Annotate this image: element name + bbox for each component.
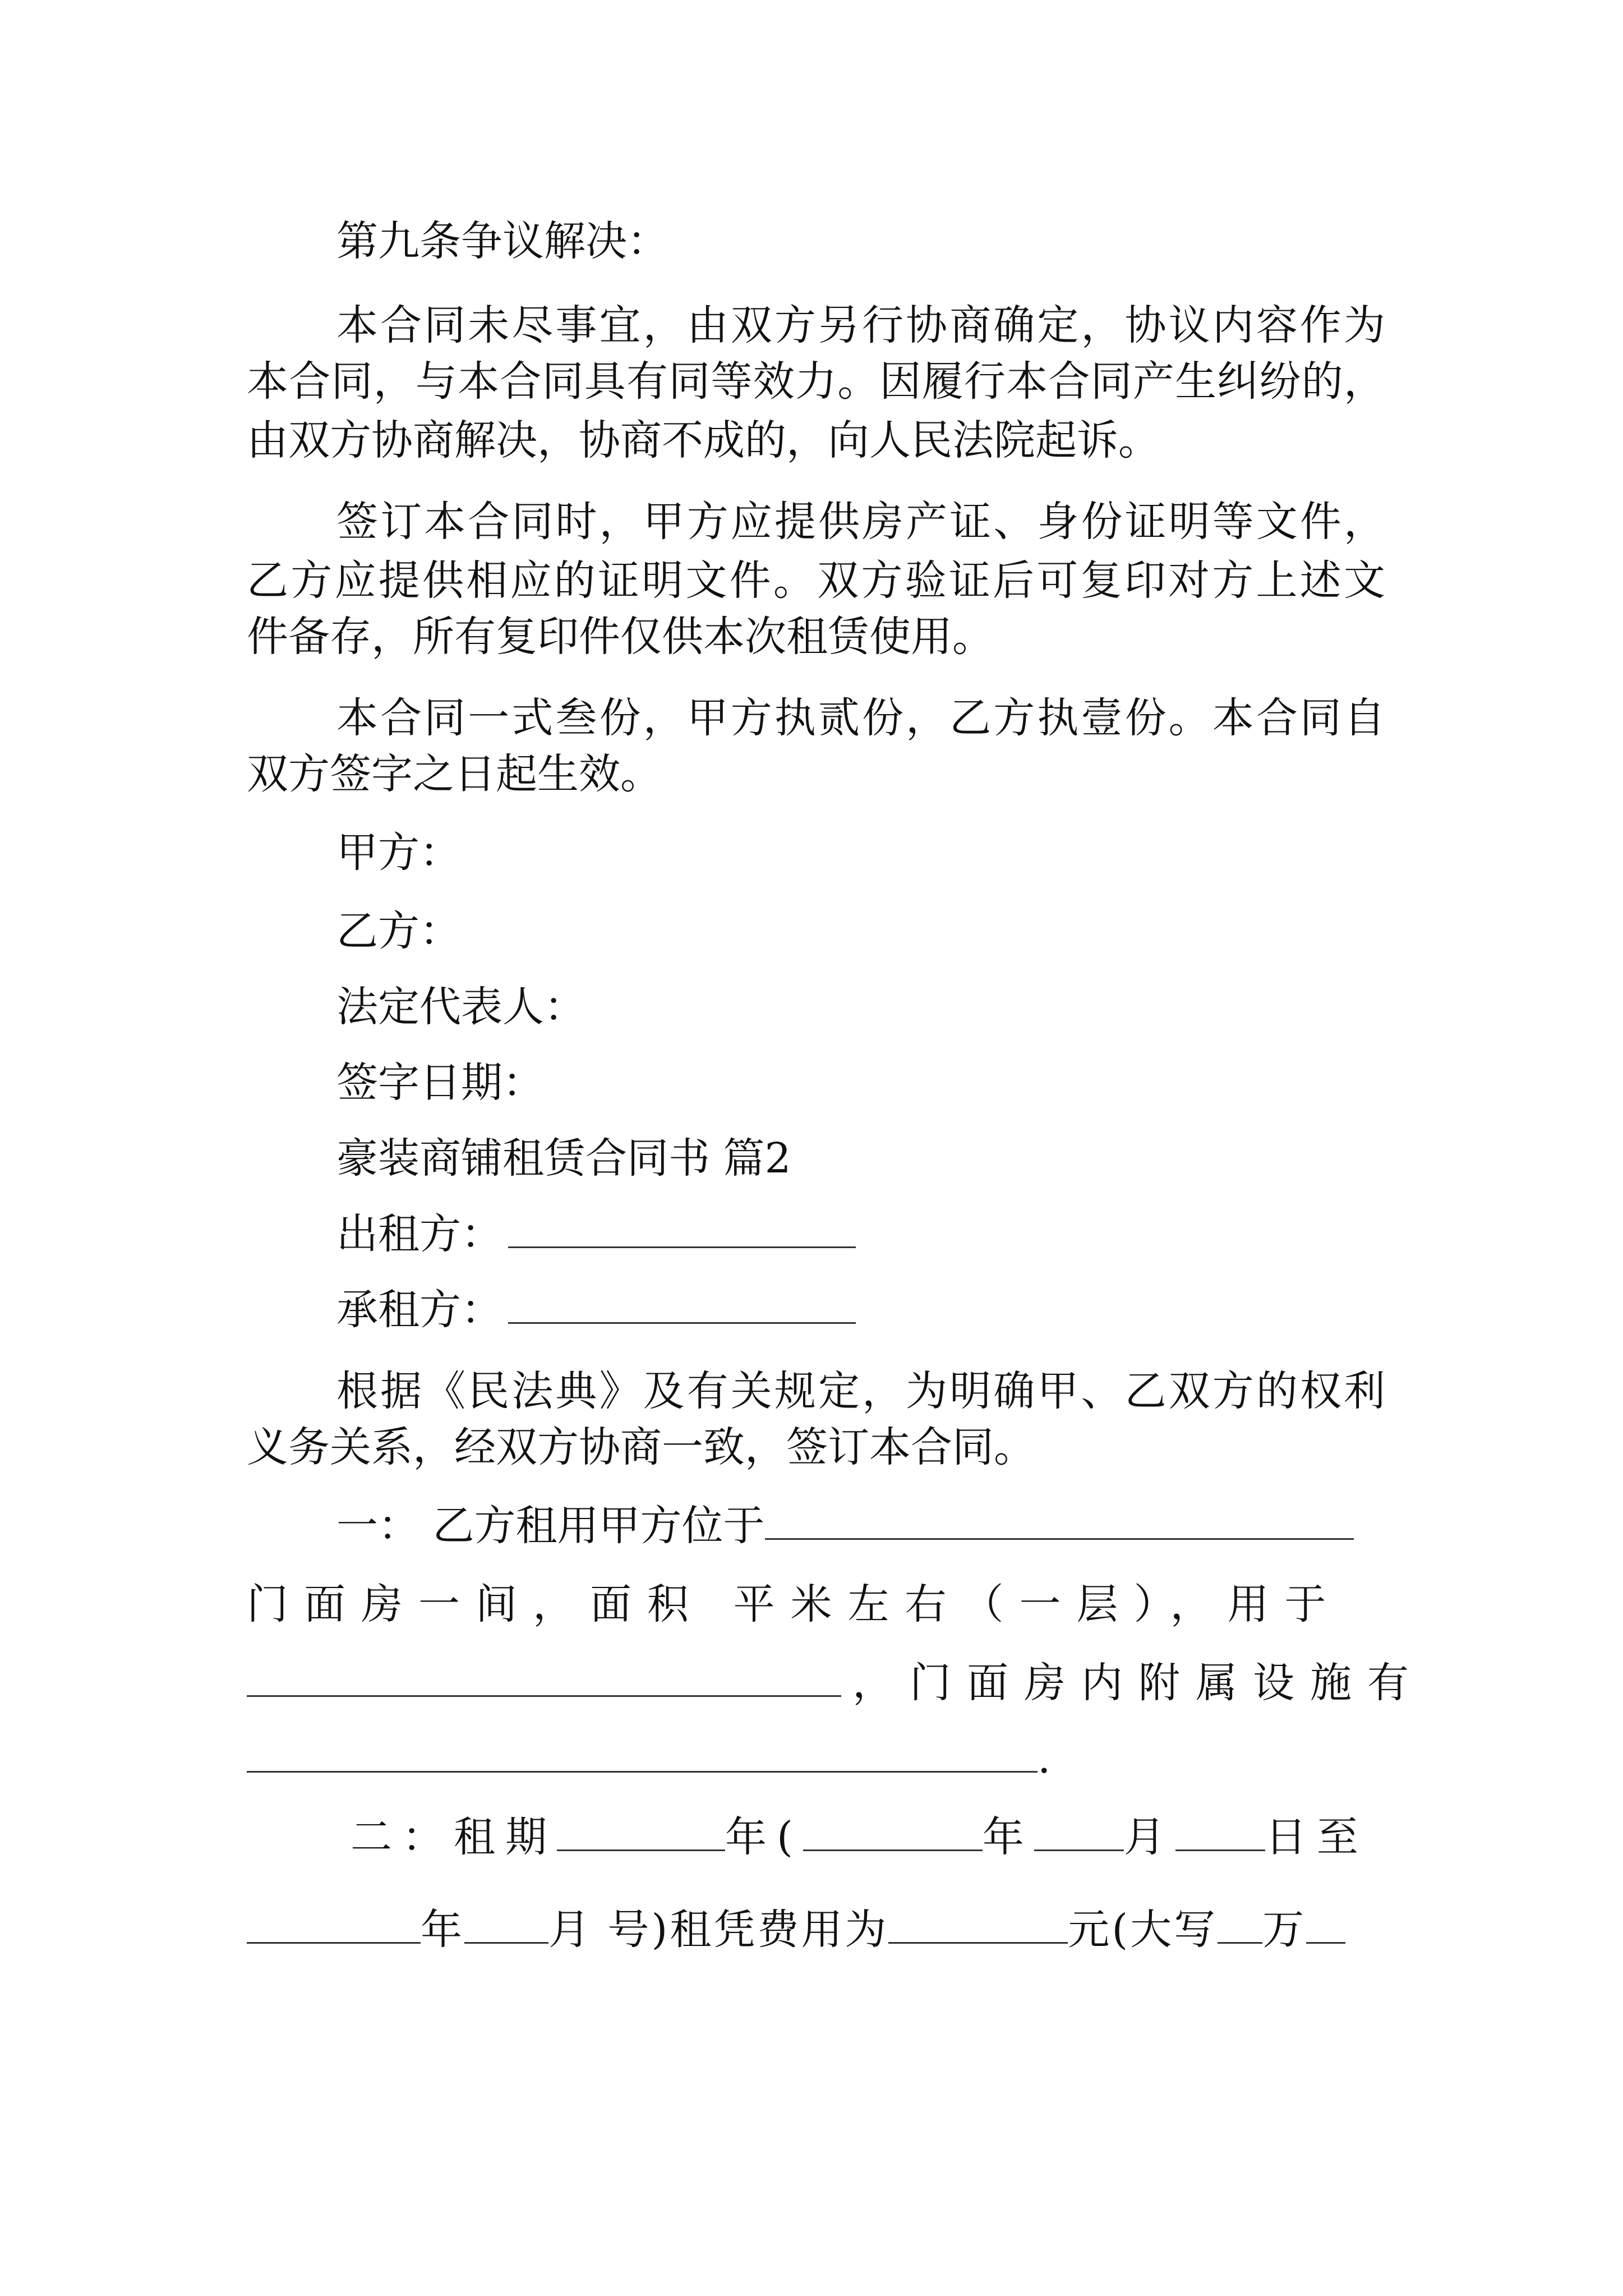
wan-blank (1218, 1903, 1262, 1944)
lessor-blank (508, 1207, 856, 1248)
lessee-label: 承租方： (336, 1286, 502, 1334)
clause-1-line (247, 1731, 1385, 1787)
rent-amount-blank (888, 1903, 1068, 1944)
legal-representative-label: 法定代表人： (336, 983, 585, 1031)
rent-text: 月 号)租凭费用为 (548, 1906, 889, 1954)
clause-9-heading: 第九条争议解决： (336, 217, 668, 265)
amount-upper-text: 元(大写 (1068, 1906, 1218, 1954)
party-a-label: 甲方： (336, 829, 461, 877)
trailing-blank (1306, 1903, 1345, 1944)
year-open-text: 年( (725, 1813, 803, 1861)
start-day-blank (1175, 1810, 1265, 1851)
paragraph-line: 本合同未尽事宜，由双方另行协商确定，协议内容作为 (336, 301, 1385, 349)
facilities-text: ，门面房内附属设施有 (852, 1659, 1424, 1707)
start-month-blank (1034, 1810, 1124, 1851)
paragraph-line: 义务关系，经双方协商一致，签订本合同。 (247, 1423, 1035, 1471)
clause-1-text: 一： 乙方租用甲方位于 (336, 1502, 765, 1550)
month-text: 月 (1123, 1813, 1175, 1861)
paragraph-line: 乙方应提供相应的证明文件。双方验证后可复印对方上述文 (247, 556, 1385, 605)
clause-1-line (247, 1655, 1424, 1711)
lease-term-label: 二：租期 (351, 1813, 557, 1861)
signing-date-label: 签字日期： (336, 1059, 544, 1107)
paragraph-line: 件备存，所有复印件仅供本次租赁使用。 (247, 613, 994, 661)
clause-1-line: 门面房一间，面积 平米左右（一层），用于 (247, 1580, 1342, 1628)
term-years-blank (557, 1810, 725, 1851)
year-text: 年 (982, 1813, 1034, 1861)
facilities-blank (247, 1732, 1038, 1773)
location-blank (765, 1499, 1354, 1540)
lessor-label: 出租方： (336, 1210, 502, 1258)
usage-blank (247, 1656, 841, 1697)
day-to-text: 日至 (1265, 1813, 1368, 1861)
clause-2-line (247, 1902, 1385, 1958)
lessee-blank (508, 1283, 856, 1324)
paragraph-line: 本合同一式叁份，甲方执贰份，乙方执壹份。本合同自 (336, 694, 1385, 742)
paragraph-line: 双方签字之日起生效。 (247, 750, 662, 798)
paragraph-line: 由双方协商解决，协商不成的，向人民法院起诉。 (247, 416, 1160, 464)
end-year-blank (247, 1903, 421, 1944)
clause-1-line (336, 1498, 1385, 1554)
section-title: 豪装商铺租赁合同书 篇2 (336, 1134, 791, 1182)
paragraph-line: 签订本合同时，甲方应提供房产证、身份证明等文件， (336, 498, 1385, 546)
paragraph-line: 本合同，与本合同具有同等效力。因履行本合同产生纠纷的， (247, 357, 1385, 406)
lessor-line (336, 1206, 1385, 1262)
wan-text: 万 (1262, 1906, 1307, 1954)
party-b-label: 乙方： (336, 907, 461, 955)
end-month-blank (464, 1903, 548, 1944)
start-year-blank (803, 1810, 983, 1851)
clause-2-line (351, 1809, 1489, 1865)
period-mark: . (1038, 1734, 1051, 1783)
year-text: 年 (421, 1906, 464, 1954)
lessee-line (336, 1282, 1385, 1338)
paragraph-line: 根据《民法典》及有关规定，为明确甲、乙双方的权利 (336, 1367, 1385, 1415)
